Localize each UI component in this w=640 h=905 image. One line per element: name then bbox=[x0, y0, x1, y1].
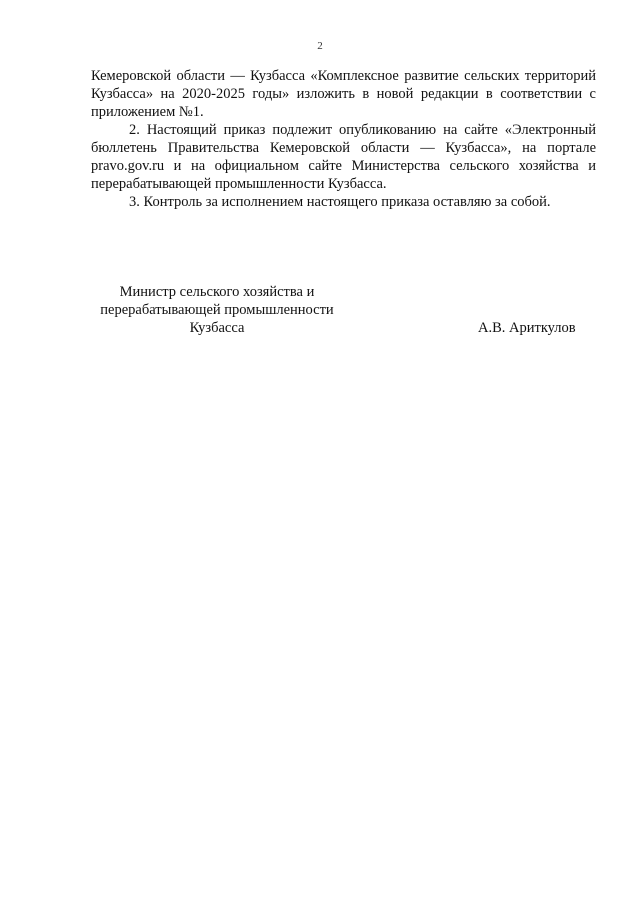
signature-block bbox=[0, 283, 640, 343]
signatory-title-line-2: перерабатывающей промышленности bbox=[100, 302, 334, 318]
paragraph-continuation: Кемеровской области — Кузбасса «Комплексное развитие сельских территорий Кузбасса» на 2020-2025 годы» изложить в новой редакции в соответствии с приложением №1. bbox=[91, 68, 596, 120]
paragraph-control: 3. Контроль за исполнением настоящего приказа оставляю за собой. bbox=[129, 194, 551, 210]
signatory-title-line-1: Министр сельского хозяйства и bbox=[119, 284, 315, 300]
signatory-title-line-3: Кузбасса bbox=[189, 320, 245, 336]
page-number: 2 bbox=[317, 40, 323, 52]
document-body bbox=[91, 67, 596, 211]
signatory-name: А.В. Ариткулов bbox=[478, 320, 576, 336]
paragraph-publication: 2. Настоящий приказ подлежит опубликованию на сайте «Электронный бюллетень Правительства Кемеровской области — Кузбасса», на портале pravo.gov.ru и на официальном сайте Министерства сельского хозяйства и перерабатывающей промышленности Кузбасса. bbox=[91, 122, 596, 192]
